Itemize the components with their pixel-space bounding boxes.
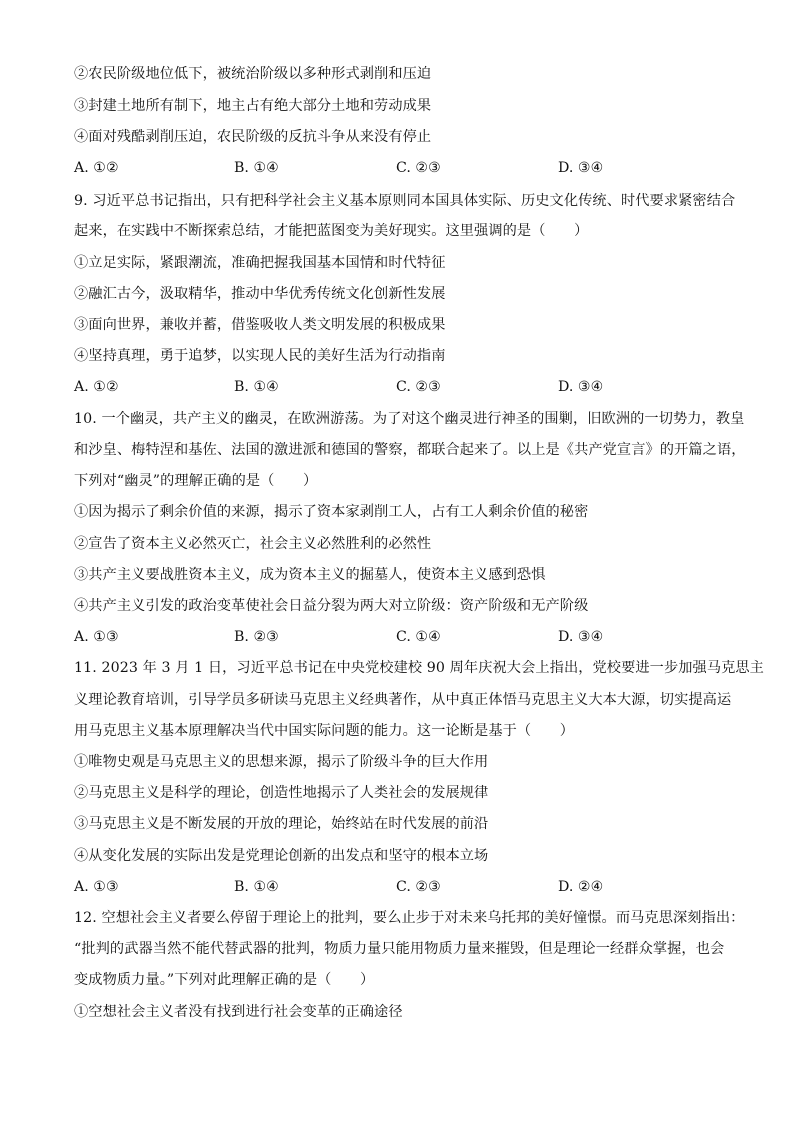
q12-stem-line-3: 变成物质力量。”下列对此理解正确的是（ ）	[74, 972, 375, 988]
q11-stem-line-3: 用马克思主义基本原理解决当代中国实际问题的能力。这一论断是基于（ ）	[74, 723, 575, 739]
q9-item-4: ④坚持真理，勇于追梦，以实现人民的美好生活为行动指南	[74, 348, 446, 364]
q11-item-3: ③马克思主义是不断发展的开放的理论，始终站在时代发展的前沿	[74, 816, 489, 832]
q9-option-d[interactable]: D. ③④	[558, 379, 604, 395]
q8-option-b[interactable]: B. ①④	[234, 160, 279, 176]
q10-options	[74, 627, 734, 647]
q11-option-b[interactable]: B. ①④	[234, 879, 279, 895]
q8-item-3: ③封建土地所有制下，地主占有绝大部分土地和劳动成果	[74, 98, 432, 114]
q10-option-c[interactable]: C. ①④	[396, 629, 441, 645]
q10-stem-line-3: 下列对“幽灵”的理解正确的是（ ）	[74, 473, 318, 489]
q10-stem-line-1: 10. 一个幽灵，共产主义的幽灵，在欧洲游荡。为了对这个幽灵进行神圣的围剿，旧欧洲的一切势力，教皇	[74, 411, 745, 427]
q8-option-c[interactable]: C. ②③	[396, 160, 441, 176]
q9-option-a[interactable]: A. ①②	[74, 379, 119, 395]
q10-option-b[interactable]: B. ②③	[234, 629, 279, 645]
q9-item-1: ①立足实际，紧跟潮流，准确把握我国基本国情和时代特征	[74, 255, 446, 271]
q8-item-2: ②农民阶级地位低下，被统治阶级以多种形式剥削和压迫	[74, 66, 432, 82]
q10-option-d[interactable]: D. ③④	[558, 629, 604, 645]
q12-item-1: ①空想社会主义者没有找到进行社会变革的正确途径	[74, 1004, 403, 1020]
q9-options	[74, 377, 734, 397]
q11-option-a[interactable]: A. ①③	[74, 879, 119, 895]
q8-item-4: ④面对残酷剥削压迫，农民阶级的反抗斗争从来没有停止	[74, 129, 432, 145]
q11-item-2: ②马克思主义是科学的理论，创造性地揭示了人类社会的发展规律	[74, 785, 489, 801]
q10-option-a[interactable]: A. ①③	[74, 629, 119, 645]
q11-stem-line-1: 11. 2023 年 3 月 1 日，习近平总书记在中央党校建校 90 周年庆祝大会上指出，党校要进一步加强马克思主	[74, 660, 764, 676]
q12-stem-line-1: 12. 空想社会主义者要么停留于理论上的批判，要么止步于对未来乌托邦的美好憧憬。而马克思深刻指出：	[74, 910, 745, 926]
q8-options	[74, 158, 734, 178]
q9-item-2: ②融汇古今，汲取精华，推动中华优秀传统文化创新性发展	[74, 286, 446, 302]
q11-item-4: ④从变化发展的实际出发是党理论创新的出发点和坚守的根本立场	[74, 848, 489, 864]
q9-item-3: ③面向世界，兼收并蓄，借鉴吸收人类文明发展的积极成果	[74, 317, 446, 333]
q11-option-d[interactable]: D. ②④	[558, 879, 604, 895]
q11-item-1: ①唯物史观是马克思主义的思想来源，揭示了阶级斗争的巨大作用	[74, 754, 489, 770]
q12-stem-line-2: “批判的武器当然不能代替武器的批判，物质力量只能用物质力量来摧毁，但是理论一经群众掌握，也会	[74, 941, 725, 957]
q11-option-c[interactable]: C. ②③	[396, 879, 441, 895]
q10-item-4: ④共产主义引发的政治变革使社会日益分裂为两大对立阶级：资产阶级和无产阶级	[74, 598, 589, 614]
q11-options	[74, 877, 734, 897]
q8-option-d[interactable]: D. ③④	[558, 160, 604, 176]
q8-option-a[interactable]: A. ①②	[74, 160, 119, 176]
q11-stem-line-2: 义理论教育培训，引导学员多研读马克思主义经典著作，从中真正体悟马克思主义大本大源，切实提高运	[74, 692, 732, 708]
q9-option-b[interactable]: B. ①④	[234, 379, 279, 395]
q9-stem-line-1: 9. 习近平总书记指出，只有把科学社会主义基本原则同本国具体实际、历史文化传统、时代要求紧密结合	[74, 193, 736, 209]
q10-item-2: ②宣告了资本主义必然灭亡，社会主义必然胜利的必然性	[74, 536, 432, 552]
q9-stem-line-2: 起来，在实践中不断探索总结，才能把蓝图变为美好现实。这里强调的是（ ）	[74, 223, 589, 239]
q10-stem-line-2: 和沙皇、梅特涅和基佐、法国的激进派和德国的警察，都联合起来了。以上是《共产党宣言》的开篇之语，	[74, 442, 746, 458]
q10-item-1: ①因为揭示了剩余价值的来源，揭示了资本家剥削工人，占有工人剩余价值的秘密	[74, 504, 589, 520]
q10-item-3: ③共产主义要战胜资本主义，成为资本主义的掘墓人，使资本主义感到恐惧	[74, 567, 546, 583]
q9-option-c[interactable]: C. ②③	[396, 379, 441, 395]
